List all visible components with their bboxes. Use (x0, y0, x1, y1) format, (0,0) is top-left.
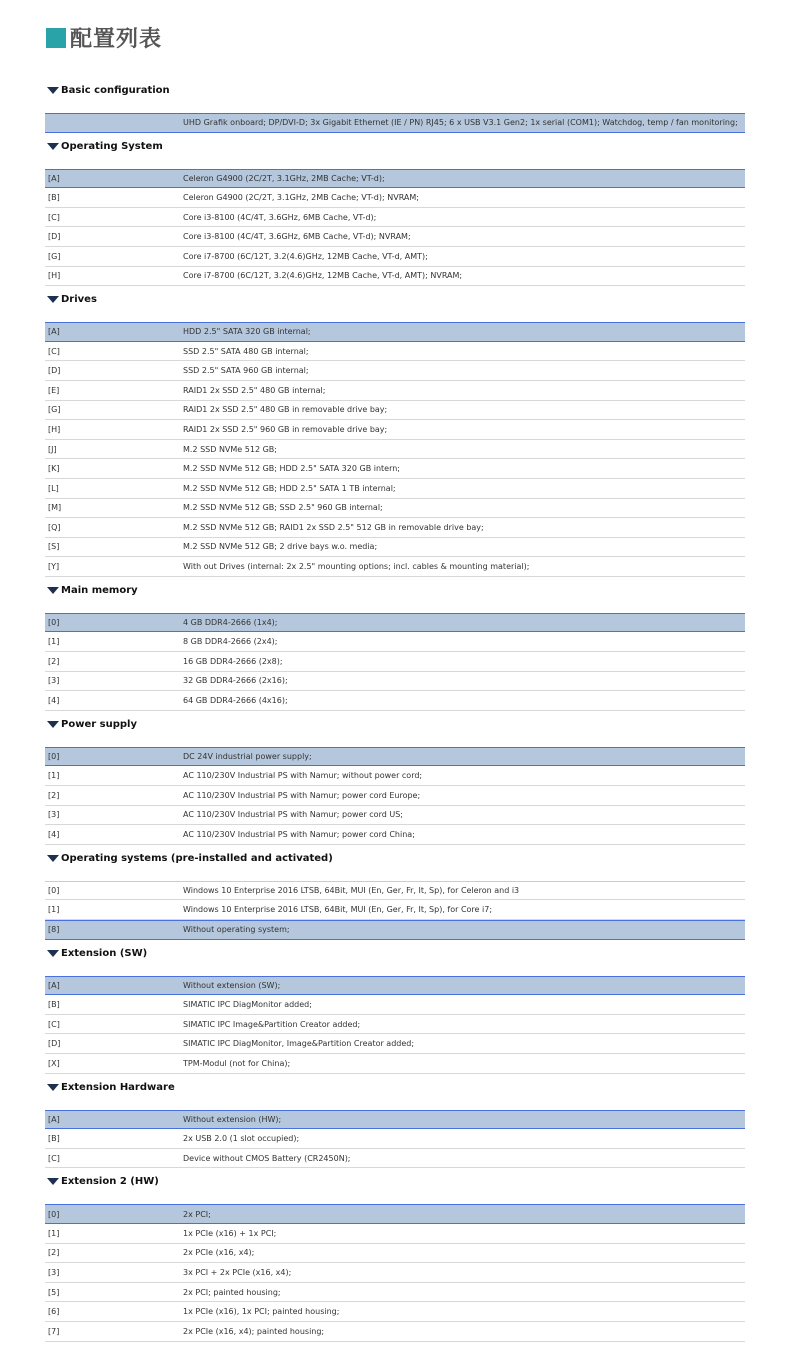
option-description: Celeron G4900 (2C/2T, 3.1GHz, 2MB Cache; VT-d); NVRAM; (183, 192, 420, 202)
option-description: M.2 SSD NVMe 512 GB; HDD 2.5" SATA 1 TB internal; (183, 483, 396, 493)
option-code: [C] (48, 1019, 60, 1029)
option-description: Device without CMOS Battery (CR2450N); (183, 1153, 351, 1163)
table-row[interactable] (45, 479, 745, 499)
table-row[interactable] (45, 459, 745, 479)
option-code: [X] (48, 1058, 60, 1068)
option-code: [1] (48, 1228, 60, 1238)
option-code: [C] (48, 212, 60, 222)
option-code: [0] (48, 752, 60, 762)
table-row[interactable] (45, 1224, 745, 1244)
table-row[interactable] (45, 672, 745, 692)
section-header[interactable] (45, 940, 745, 976)
option-description: AC 110/230V Industrial PS with Namur; power cord China; (183, 830, 415, 840)
table-row[interactable] (45, 881, 745, 901)
section-header[interactable] (45, 577, 745, 613)
table-row[interactable] (45, 1110, 745, 1130)
option-code: [J] (48, 444, 57, 454)
table-row[interactable] (45, 613, 745, 633)
option-code: [0] (48, 1209, 60, 1219)
table-row[interactable] (45, 113, 745, 133)
option-table (45, 113, 745, 133)
option-code: [Q] (48, 522, 61, 532)
section-title: Extension (SW) (61, 947, 148, 959)
table-row[interactable] (45, 976, 745, 996)
option-description: 32 GB DDR4-2666 (2x16); (183, 676, 288, 686)
option-description: SIMATIC IPC DiagMonitor added; (183, 999, 312, 1009)
option-description: Core i3-8100 (4C/4T, 3.6GHz, 6MB Cache, VT-d); (183, 212, 377, 222)
option-description: 2x PCIe (x16, x4); painted housing; (183, 1326, 325, 1336)
section-header[interactable] (45, 711, 745, 747)
option-description: 8 GB DDR4-2666 (2x4); (183, 637, 278, 647)
option-description: M.2 SSD NVMe 512 GB; HDD 2.5" SATA 320 GB intern; (183, 464, 400, 474)
option-description: SIMATIC IPC Image&Partition Creator added; (183, 1019, 361, 1029)
collapse-triangle-icon (47, 950, 59, 957)
table-row[interactable] (45, 806, 745, 826)
option-description: M.2 SSD NVMe 512 GB; 2 drive bays w.o. media; (183, 542, 378, 552)
option-code: [2] (48, 656, 60, 666)
option-description: DC 24V industrial power supply; (183, 752, 312, 762)
table-row[interactable] (45, 381, 745, 401)
table-row[interactable] (45, 900, 745, 920)
section-header[interactable] (45, 133, 745, 169)
option-code: [G] (48, 405, 61, 415)
option-description: AC 110/230V Industrial PS with Namur; power cord Europe; (183, 790, 421, 800)
table-row[interactable] (45, 1322, 745, 1342)
collapse-triangle-icon (47, 587, 59, 594)
table-row[interactable] (45, 420, 745, 440)
option-description: 2x PCI; (183, 1209, 211, 1219)
option-table (45, 613, 745, 711)
option-code: [3] (48, 676, 60, 686)
option-code: [H] (48, 271, 61, 281)
option-description: 16 GB DDR4-2666 (2x8); (183, 656, 283, 666)
option-description: Without extension (SW); (183, 980, 281, 990)
section-title: Drives (61, 294, 97, 306)
table-row[interactable] (45, 1204, 745, 1224)
title-marker-icon (46, 28, 66, 48)
table-row[interactable] (45, 322, 745, 342)
section-title: Operating systems (pre-installed and activated) (61, 852, 333, 864)
table-row[interactable] (45, 1054, 745, 1074)
option-description: 2x PCI; painted housing; (183, 1287, 281, 1297)
option-code: [K] (48, 464, 60, 474)
option-code: [1] (48, 905, 60, 915)
option-description: 64 GB DDR4-2666 (4x16); (183, 696, 288, 706)
section-header[interactable] (45, 77, 745, 113)
section-title: Main memory (61, 584, 138, 596)
table-row[interactable] (45, 1244, 745, 1264)
table-row[interactable] (45, 208, 745, 228)
table-row[interactable] (45, 1283, 745, 1303)
option-code: [8] (48, 925, 60, 935)
option-code: [2] (48, 1248, 60, 1258)
collapse-triangle-icon (47, 87, 59, 94)
option-code: [E] (48, 385, 60, 395)
collapse-triangle-icon (47, 855, 59, 862)
option-code: [7] (48, 1326, 60, 1336)
table-row[interactable] (45, 766, 745, 786)
table-row[interactable] (45, 1302, 745, 1322)
option-code: [3] (48, 810, 60, 820)
table-row[interactable] (45, 247, 745, 267)
section-header[interactable] (45, 845, 745, 881)
table-row[interactable] (45, 538, 745, 558)
option-description: M.2 SSD NVMe 512 GB; SSD 2.5" 960 GB internal; (183, 503, 383, 513)
option-table (45, 881, 745, 940)
option-description: Windows 10 Enterprise 2016 LTSB, 64Bit, MUI (En, Ger, Fr, It, Sp), for Core i7; (183, 905, 493, 915)
option-description: AC 110/230V Industrial PS with Namur; without power cord; (183, 771, 423, 781)
table-row[interactable] (45, 1263, 745, 1283)
option-table (45, 169, 745, 287)
section-header[interactable] (45, 1074, 745, 1110)
option-description: Windows 10 Enterprise 2016 LTSB, 64Bit, MUI (En, Ger, Fr, It, Sp), for Celeron and i3 (183, 886, 520, 896)
option-description: RAID1 2x SSD 2.5" 960 GB in removable drive bay; (183, 424, 388, 434)
option-code: [0] (48, 886, 60, 896)
option-code: [A] (48, 980, 60, 990)
option-code: [A] (48, 1114, 60, 1124)
collapse-triangle-icon (47, 1178, 59, 1185)
option-code: [M] (48, 503, 62, 513)
table-row[interactable] (45, 747, 745, 767)
option-code: [B] (48, 192, 60, 202)
option-code: [L] (48, 483, 59, 493)
collapse-triangle-icon (47, 296, 59, 303)
option-code: [B] (48, 999, 60, 1009)
option-description: 1x PCIe (x16), 1x PCI; painted housing; (183, 1307, 340, 1317)
table-row[interactable] (45, 1129, 745, 1149)
section-title: Extension Hardware (61, 1081, 175, 1093)
option-code: [H] (48, 424, 61, 434)
table-row[interactable] (45, 995, 745, 1015)
option-description: AC 110/230V Industrial PS with Namur; power cord US; (183, 810, 403, 820)
option-code: [S] (48, 542, 60, 552)
option-code: [5] (48, 1287, 60, 1297)
option-description: 3x PCI + 2x PCIe (x16, x4); (183, 1267, 292, 1277)
table-row[interactable] (45, 342, 745, 362)
option-description: SSD 2.5" SATA 480 GB internal; (183, 346, 309, 356)
option-description: SIMATIC IPC DiagMonitor, Image&Partition Creator added; (183, 1039, 415, 1049)
table-row[interactable] (45, 169, 745, 189)
table-row[interactable] (45, 267, 745, 287)
option-description: With out Drives (internal: 2x 2.5" mounting options; incl. cables & mounting material); (183, 562, 530, 572)
table-row[interactable] (45, 1015, 745, 1035)
option-code: [1] (48, 637, 60, 647)
table-row[interactable] (45, 786, 745, 806)
section-title: Power supply (61, 718, 137, 730)
option-code: [2] (48, 790, 60, 800)
option-code: [4] (48, 830, 60, 840)
option-description: TPM-Modul (not for China); (183, 1058, 291, 1068)
option-description: M.2 SSD NVMe 512 GB; RAID1 2x SSD 2.5" 512 GB in removable drive bay; (183, 522, 484, 532)
option-description: 2x PCIe (x16, x4); (183, 1248, 255, 1258)
option-code: [4] (48, 696, 60, 706)
option-code: [0] (48, 618, 60, 628)
option-code: [Y] (48, 562, 60, 572)
option-code: [C] (48, 1153, 60, 1163)
config-sections (45, 77, 745, 1342)
option-table (45, 976, 745, 1074)
option-description: 1x PCIe (x16) + 1x PCI; (183, 1228, 277, 1238)
option-description: UHD Grafik onboard; DP/DVI-D; 3x Gigabit Ethernet (IE / PN) RJ45; 6 x USB V3.1 Gen2; 1x serial (COM1); Watchdog, temp / fan monitoring; (183, 118, 738, 128)
option-table (45, 1204, 745, 1341)
option-code: [B] (48, 1133, 60, 1143)
collapse-triangle-icon (47, 721, 59, 728)
option-description: Without operating system; (183, 925, 290, 935)
section-title: Basic configuration (61, 85, 170, 96)
table-row[interactable] (45, 691, 745, 711)
page-title: 配置列表 (46, 22, 162, 53)
option-description: 4 GB DDR4-2666 (1x4); (183, 618, 278, 628)
collapse-triangle-icon (47, 143, 59, 150)
option-description: Core i7-8700 (6C/12T, 3.2(4.6)GHz, 12MB Cache, VT-d, AMT); (183, 251, 428, 261)
option-code: [G] (48, 251, 61, 261)
table-row[interactable] (45, 440, 745, 460)
option-code: [3] (48, 1267, 60, 1277)
table-row[interactable] (45, 1149, 745, 1169)
table-row[interactable] (45, 825, 745, 845)
option-description: Celeron G4900 (2C/2T, 3.1GHz, 2MB Cache; VT-d); (183, 173, 385, 183)
option-code: [A] (48, 173, 60, 183)
option-code: [A] (48, 327, 60, 337)
option-description: 2x USB 2.0 (1 slot occupied); (183, 1133, 300, 1143)
option-code: [1] (48, 771, 60, 781)
table-row[interactable] (45, 557, 745, 577)
section-title: Extension 2 (HW) (61, 1176, 159, 1188)
option-description: RAID1 2x SSD 2.5" 480 GB in removable drive bay; (183, 405, 388, 415)
option-description: Core i7-8700 (6C/12T, 3.2(4.6)GHz, 12MB Cache, VT-d, AMT); NVRAM; (183, 271, 463, 281)
section-title: Operating System (61, 140, 163, 152)
option-description: SSD 2.5" SATA 960 GB internal; (183, 366, 309, 376)
table-row[interactable] (45, 361, 745, 381)
table-row[interactable] (45, 499, 745, 519)
option-description: M.2 SSD NVMe 512 GB; (183, 444, 277, 454)
table-row[interactable] (45, 227, 745, 247)
option-description: HDD 2.5" SATA 320 GB internal; (183, 327, 311, 337)
table-row[interactable] (45, 1034, 745, 1054)
table-row[interactable] (45, 652, 745, 672)
option-table (45, 322, 745, 577)
table-row[interactable] (45, 518, 745, 538)
option-code: [C] (48, 346, 60, 356)
option-table (45, 1110, 745, 1169)
table-row[interactable] (45, 401, 745, 421)
section-header[interactable] (45, 286, 745, 322)
option-code: [D] (48, 366, 61, 376)
option-table (45, 747, 745, 845)
option-code: [D] (48, 232, 61, 242)
section-header[interactable] (45, 1168, 745, 1204)
option-code: [6] (48, 1307, 60, 1317)
table-row[interactable] (45, 920, 745, 940)
table-row[interactable] (45, 632, 745, 652)
option-description: Without extension (HW); (183, 1114, 282, 1124)
option-description: RAID1 2x SSD 2.5" 480 GB internal; (183, 385, 326, 395)
option-description: Core i3-8100 (4C/4T, 3.6GHz, 6MB Cache, VT-d); NVRAM; (183, 232, 411, 242)
option-code: [D] (48, 1039, 61, 1049)
collapse-triangle-icon (47, 1084, 59, 1091)
table-row[interactable] (45, 188, 745, 208)
